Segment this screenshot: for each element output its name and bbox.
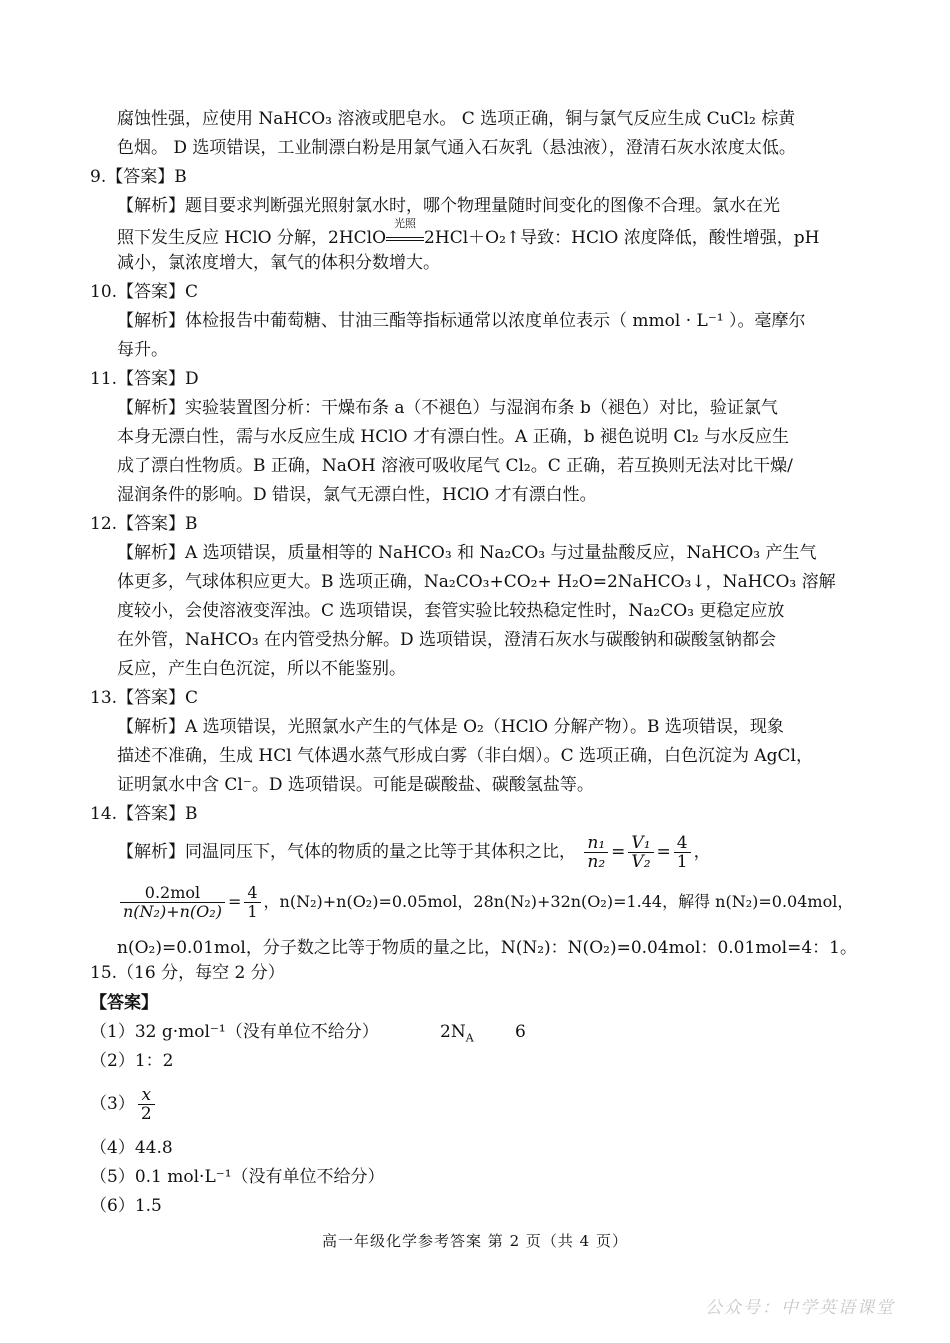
answer-item-1: （1）32 g·mol⁻¹（没有单位不给分） bbox=[90, 1022, 379, 1042]
text-line: 成了漂白性物质。B 正确，NaOH 溶液可吸收尾气 Cl₂。C 正确，若互换则无法对比干燥/ bbox=[117, 456, 793, 476]
equals: = bbox=[656, 842, 671, 862]
text-line bbox=[117, 880, 853, 924]
text-line: 证明氯水中含 Cl⁻。D 选项错误。可能是碳酸盐、碳酸氢盐等。 bbox=[117, 775, 594, 795]
text-line: 描述不准确，生成 HCl 气体遇水蒸气形成白雾（非白烟）。C 选项正确，白色沉淀为 AgCl， bbox=[117, 746, 813, 766]
text-fragment: 2HCl＋O₂↑导致：HClO 浓度降低，酸性增强，pH bbox=[424, 228, 820, 248]
subscript: A bbox=[465, 1031, 474, 1045]
answer-label: 【答案】 bbox=[90, 993, 158, 1013]
text-line bbox=[117, 217, 820, 249]
equals-sign bbox=[386, 237, 424, 241]
text-line: 腐蚀性强，应使用 NaHCO₃ 溶液或肥皂水。 C 选项正确，铜与氯气反应生成 CuCl₂ 棕黄 bbox=[117, 109, 796, 129]
answer-heading: 14.【答案】B bbox=[90, 804, 198, 824]
answer-item-6: （6）1.5 bbox=[90, 1196, 162, 1216]
text-fragment: ，n(N₂)+n(O₂)=0.05mol，28n(N₂)+32n(O₂)=1.44，解得 n(N₂)=0.04mol， bbox=[263, 892, 854, 911]
text-line bbox=[117, 832, 711, 872]
answer-heading: 9.【答案】B bbox=[90, 167, 187, 187]
fraction bbox=[120, 884, 225, 921]
fraction bbox=[138, 1086, 155, 1123]
fraction bbox=[584, 834, 608, 871]
answer-item-5: （5）0.1 mol·L⁻¹（没有单位不给分） bbox=[90, 1167, 385, 1187]
fraction bbox=[244, 884, 260, 921]
denominator: 1 bbox=[247, 902, 258, 921]
answer-heading: 12.【答案】B bbox=[90, 514, 198, 534]
condition-label: 光照 bbox=[394, 217, 417, 230]
text-line: 在外管，NaHCO₃ 在内管受热分解。D 选项错误，澄清石灰水与碳酸钠和碳酸氢钠都会 bbox=[117, 630, 777, 650]
equals: = bbox=[227, 892, 242, 911]
text-line: 【解析】A 选项错误，光照氯水产生的气体是 O₂（HClO 分解产物）。B 选项错误，现象 bbox=[117, 717, 784, 737]
equals: = bbox=[611, 842, 626, 862]
numerator: n₁ bbox=[584, 834, 608, 853]
denominator: 1 bbox=[676, 852, 688, 872]
page-footer: 高一年级化学参考答案 第 2 页（共 4 页） bbox=[322, 1232, 628, 1250]
text-line: 反应，产生白色沉淀，所以不能鉴别。 bbox=[117, 659, 406, 679]
text-line: 每升。 bbox=[117, 340, 168, 360]
text-fragment: （3） bbox=[90, 1094, 135, 1114]
text-line: 本身无漂白性，需与水反应生成 HClO 才有漂白性。A 正确，b 褪色说明 Cl₂ 与水反应生 bbox=[117, 427, 790, 447]
numerator: V₁ bbox=[628, 834, 653, 853]
numerator: x bbox=[138, 1086, 155, 1105]
text-line: n(O₂)=0.01mol，分子数之比等于物质的量之比，N(N₂)：N(O₂)=0.04mol：0.01mol=4：1。 bbox=[117, 938, 857, 958]
answer-item-1-b bbox=[440, 1021, 474, 1049]
text-line: 色烟。 D 选项错误，工业制漂白粉是用氯气通入石灰乳（悬浊液），澄清石灰水浓度太低。 bbox=[117, 138, 796, 158]
text-line: 【解析】实验装置图分析：干燥布条 a（不褪色）与湿润布条 b（褪色）对比，验证氯气 bbox=[117, 398, 778, 418]
question-heading: 15.（16 分，每空 2 分） bbox=[90, 963, 285, 983]
watermark: 公众号：中学英语课堂 bbox=[705, 1298, 895, 1318]
denominator: n(N₂)+n(O₂) bbox=[123, 902, 222, 921]
text-fragment: 2N bbox=[440, 1022, 466, 1042]
answer-item-2: （2）1：2 bbox=[90, 1051, 174, 1071]
answer-item-3 bbox=[90, 1082, 158, 1126]
denominator: V₂ bbox=[631, 852, 651, 872]
text-line: 度较小，会使溶液变浑浊。C 选项错误，套管实验比较热稳定性时，Na₂CO₃ 更稳定应放 bbox=[117, 601, 785, 621]
fraction bbox=[628, 834, 653, 871]
text-fragment: 照下发生反应 HClO 分解，2HClO bbox=[117, 228, 387, 248]
numerator: 4 bbox=[244, 884, 260, 903]
answer-item-1-c: 6 bbox=[515, 1022, 526, 1042]
text-fragment: 【解析】同温同压下，气体的物质的量之比等于其体积之比， bbox=[117, 842, 576, 862]
fraction bbox=[674, 834, 691, 871]
reaction-condition bbox=[386, 217, 424, 249]
text-line: 【解析】A 选项错误，质量相等的 NaHCO₃ 和 Na₂CO₃ 与过量盐酸反应，NaHCO₃ 产生气 bbox=[117, 543, 817, 563]
text-line: 减小，氯浓度增大，氧气的体积分数增大。 bbox=[117, 253, 440, 273]
answer-heading: 11.【答案】D bbox=[90, 369, 199, 389]
text-line: 【解析】体检报告中葡萄糖、甘油三酯等指标通常以浓度单位表示（ mmol · L⁻¹ ）。毫摩尔 bbox=[117, 311, 806, 331]
denominator: n₂ bbox=[587, 852, 606, 872]
punctuation: ， bbox=[693, 842, 711, 862]
answer-item-4: （4）44.8 bbox=[90, 1138, 173, 1158]
text-line: 【解析】题目要求判断强光照射氯水时，哪个物理量随时间变化的图像不合理。氯水在光 bbox=[117, 196, 780, 216]
answer-heading: 10.【答案】C bbox=[90, 282, 199, 302]
answer-heading: 13.【答案】C bbox=[90, 688, 199, 708]
numerator: 0.2mol bbox=[120, 884, 225, 903]
text-line: 湿润条件的影响。D 错误，氯气无漂白性，HClO 才有漂白性。 bbox=[117, 485, 597, 505]
text-line: 体更多，气球体积应更大。B 选项正确，Na₂CO₃+CO₂+ H₂O=2NaHCO₃↓，NaHCO₃ 溶解 bbox=[117, 572, 836, 592]
denominator: 2 bbox=[140, 1104, 152, 1124]
numerator: 4 bbox=[674, 834, 691, 853]
